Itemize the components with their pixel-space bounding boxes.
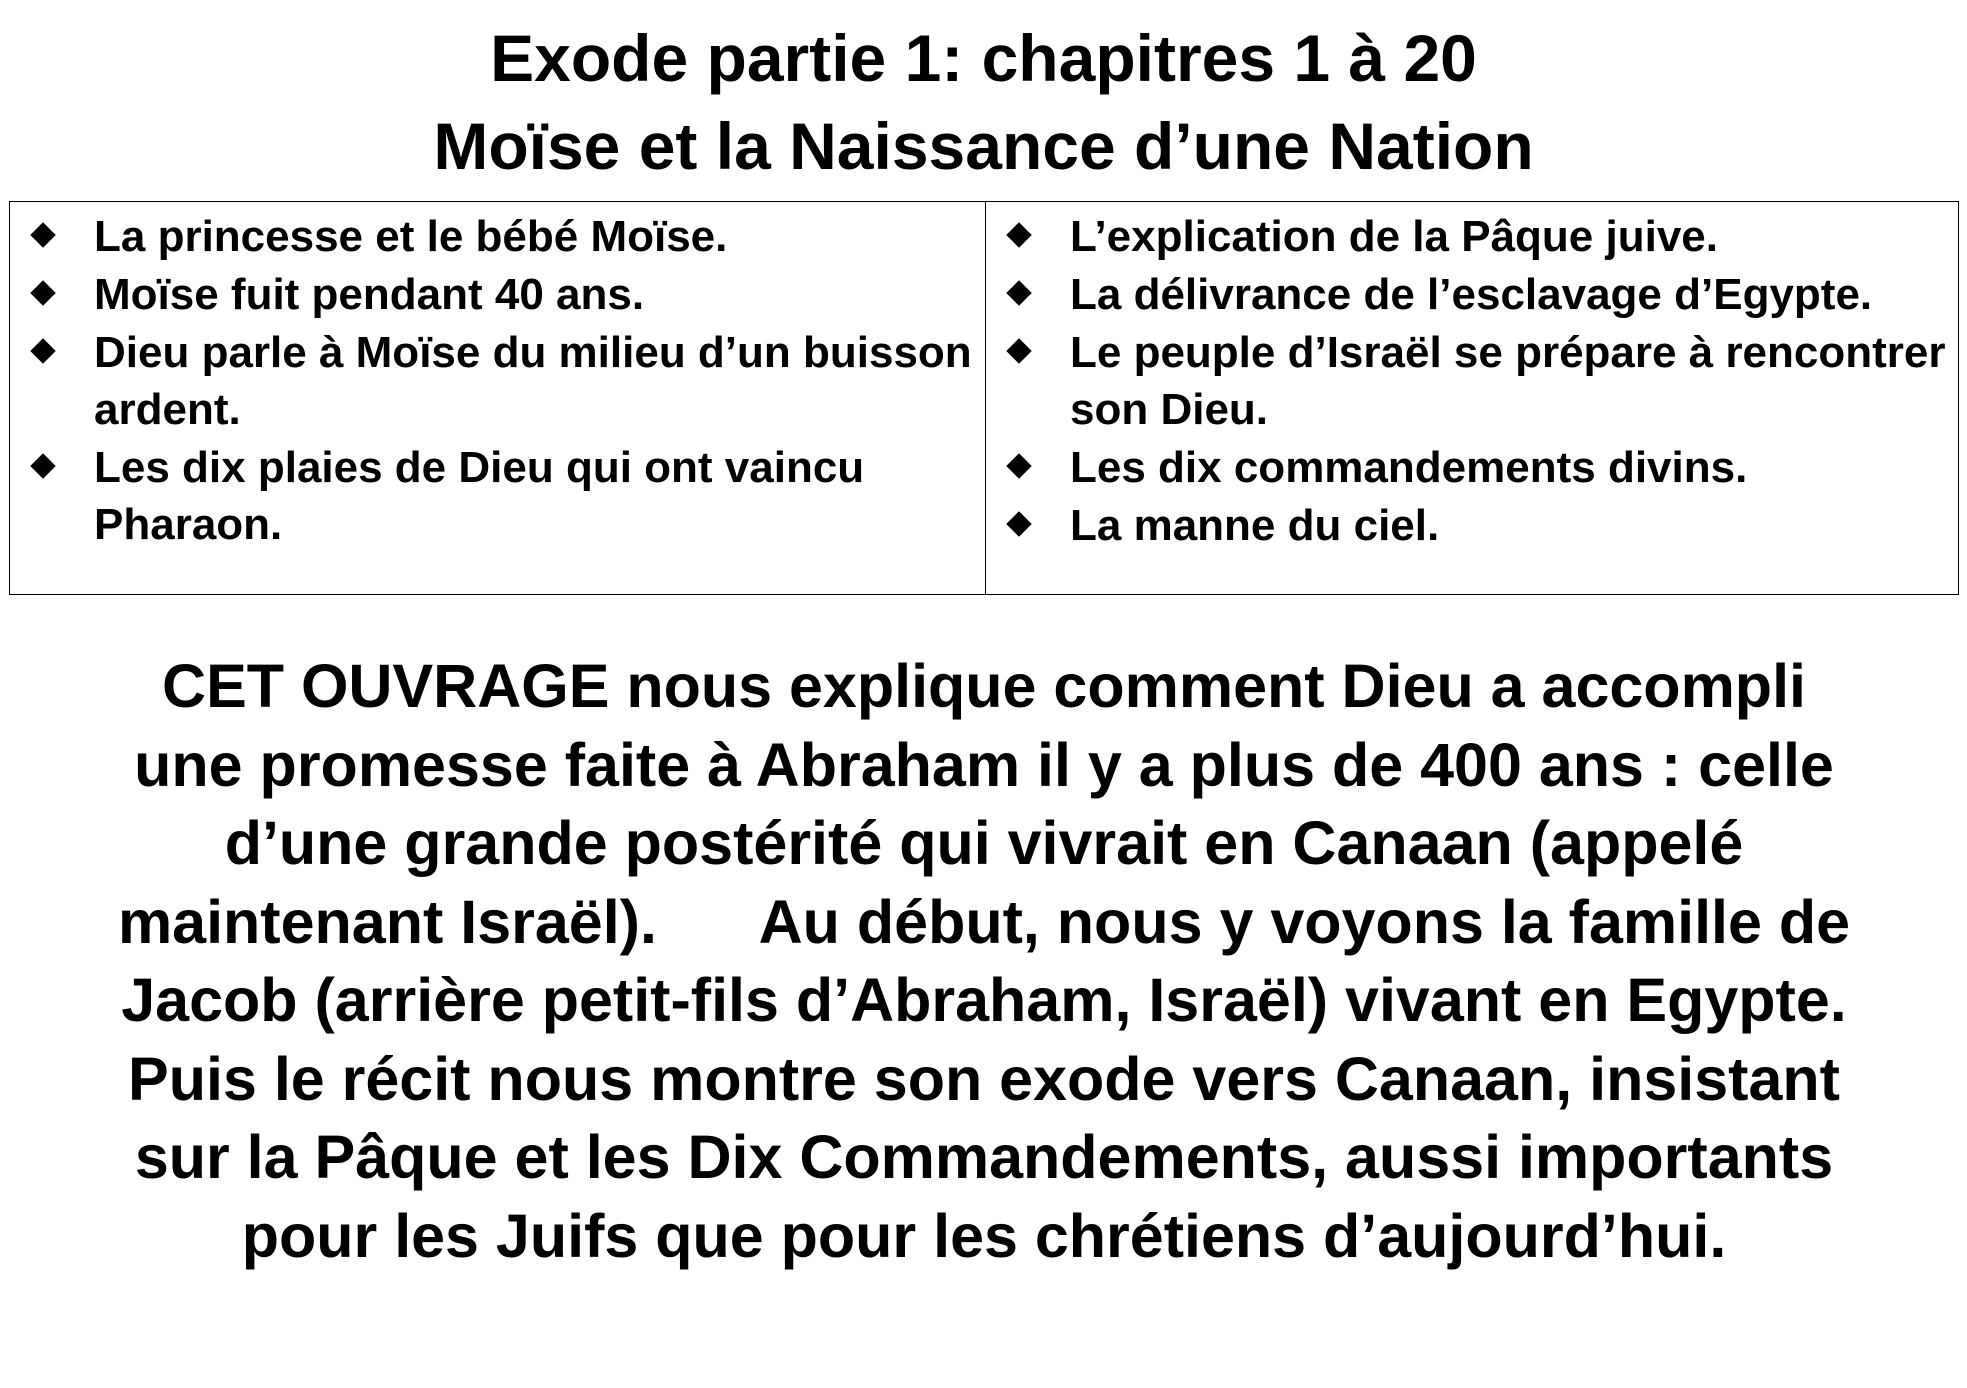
description-line: d’une grande postérité qui vivrait en Canaan (appelé	[224, 809, 1744, 877]
description-line: Jacob (arrière petit-fils d’Abraham, Israël) vivant en Egypte.	[121, 966, 1847, 1034]
list-item	[1002, 208, 1958, 265]
topics-list-right	[1002, 208, 1958, 554]
list-item	[26, 439, 985, 553]
description-line: pour les Juifs que pour les chrétiens d’aujourd’hui.	[241, 1201, 1727, 1270]
diamond-bullet-icon	[31, 223, 55, 247]
topics-column-left	[10, 202, 986, 594]
diamond-bullet-icon	[31, 339, 55, 363]
list-item	[26, 266, 985, 323]
list-item	[1002, 439, 1958, 496]
page-subtitle: Moïse et la Naissance d’une Nation	[433, 109, 1534, 183]
list-item	[26, 324, 985, 438]
list-item-text: Moïse fuit pendant 40 ans.	[94, 270, 645, 319]
diamond-bullet-icon	[1007, 223, 1031, 247]
description-line: une promesse faite à Abraham il y a plus de 400 ans : celle	[134, 730, 1834, 799]
list-item-text: Dieu parle à Moïse du milieu d’un buisson ardent.	[94, 328, 972, 434]
description-line: CET OUVRAGE nous explique comment Dieu a accompli	[162, 652, 1806, 720]
list-item	[26, 208, 985, 265]
description-paragraph	[14, 647, 1954, 1275]
list-item	[1002, 324, 1958, 438]
list-item	[1002, 497, 1958, 554]
list-item-text: Les dix plaies de Dieu qui ont vaincu Pharaon.	[94, 443, 865, 549]
diamond-bullet-icon	[1007, 281, 1031, 305]
diamond-bullet-icon	[31, 281, 55, 305]
topics-column-right	[986, 202, 1958, 594]
description-line: sur la Pâque et les Dix Commandements, aussi importants	[134, 1123, 1834, 1191]
list-item-text: L’explication de la Pâque juive.	[1070, 212, 1718, 261]
diamond-bullet-icon	[1007, 339, 1031, 363]
topics-list-left	[26, 208, 985, 553]
diamond-bullet-icon	[1007, 512, 1031, 536]
list-item-text: Le peuple d’Israël se prépare à rencontrer son Dieu.	[1070, 328, 1946, 434]
list-item	[1002, 266, 1958, 323]
list-item-text: Les dix commandements divins.	[1070, 443, 1748, 492]
list-item-text: La manne du ciel.	[1070, 501, 1440, 550]
topics-table	[9, 201, 1959, 595]
page-header	[0, 14, 1967, 190]
list-item-text: La délivrance de l’esclavage d’Egypte.	[1070, 270, 1873, 319]
list-item-text: La princesse et le bébé Moïse.	[94, 212, 728, 261]
description-line: Puis le récit nous montre son exode vers Canaan, insistant	[128, 1044, 1840, 1113]
diamond-bullet-icon	[1007, 454, 1031, 478]
diamond-bullet-icon	[31, 454, 55, 478]
page-title: Exode partie 1: chapitres 1 à 20	[490, 21, 1477, 95]
description-line: maintenant Israël). Au début, nous y voyons la famille de	[117, 887, 1851, 956]
